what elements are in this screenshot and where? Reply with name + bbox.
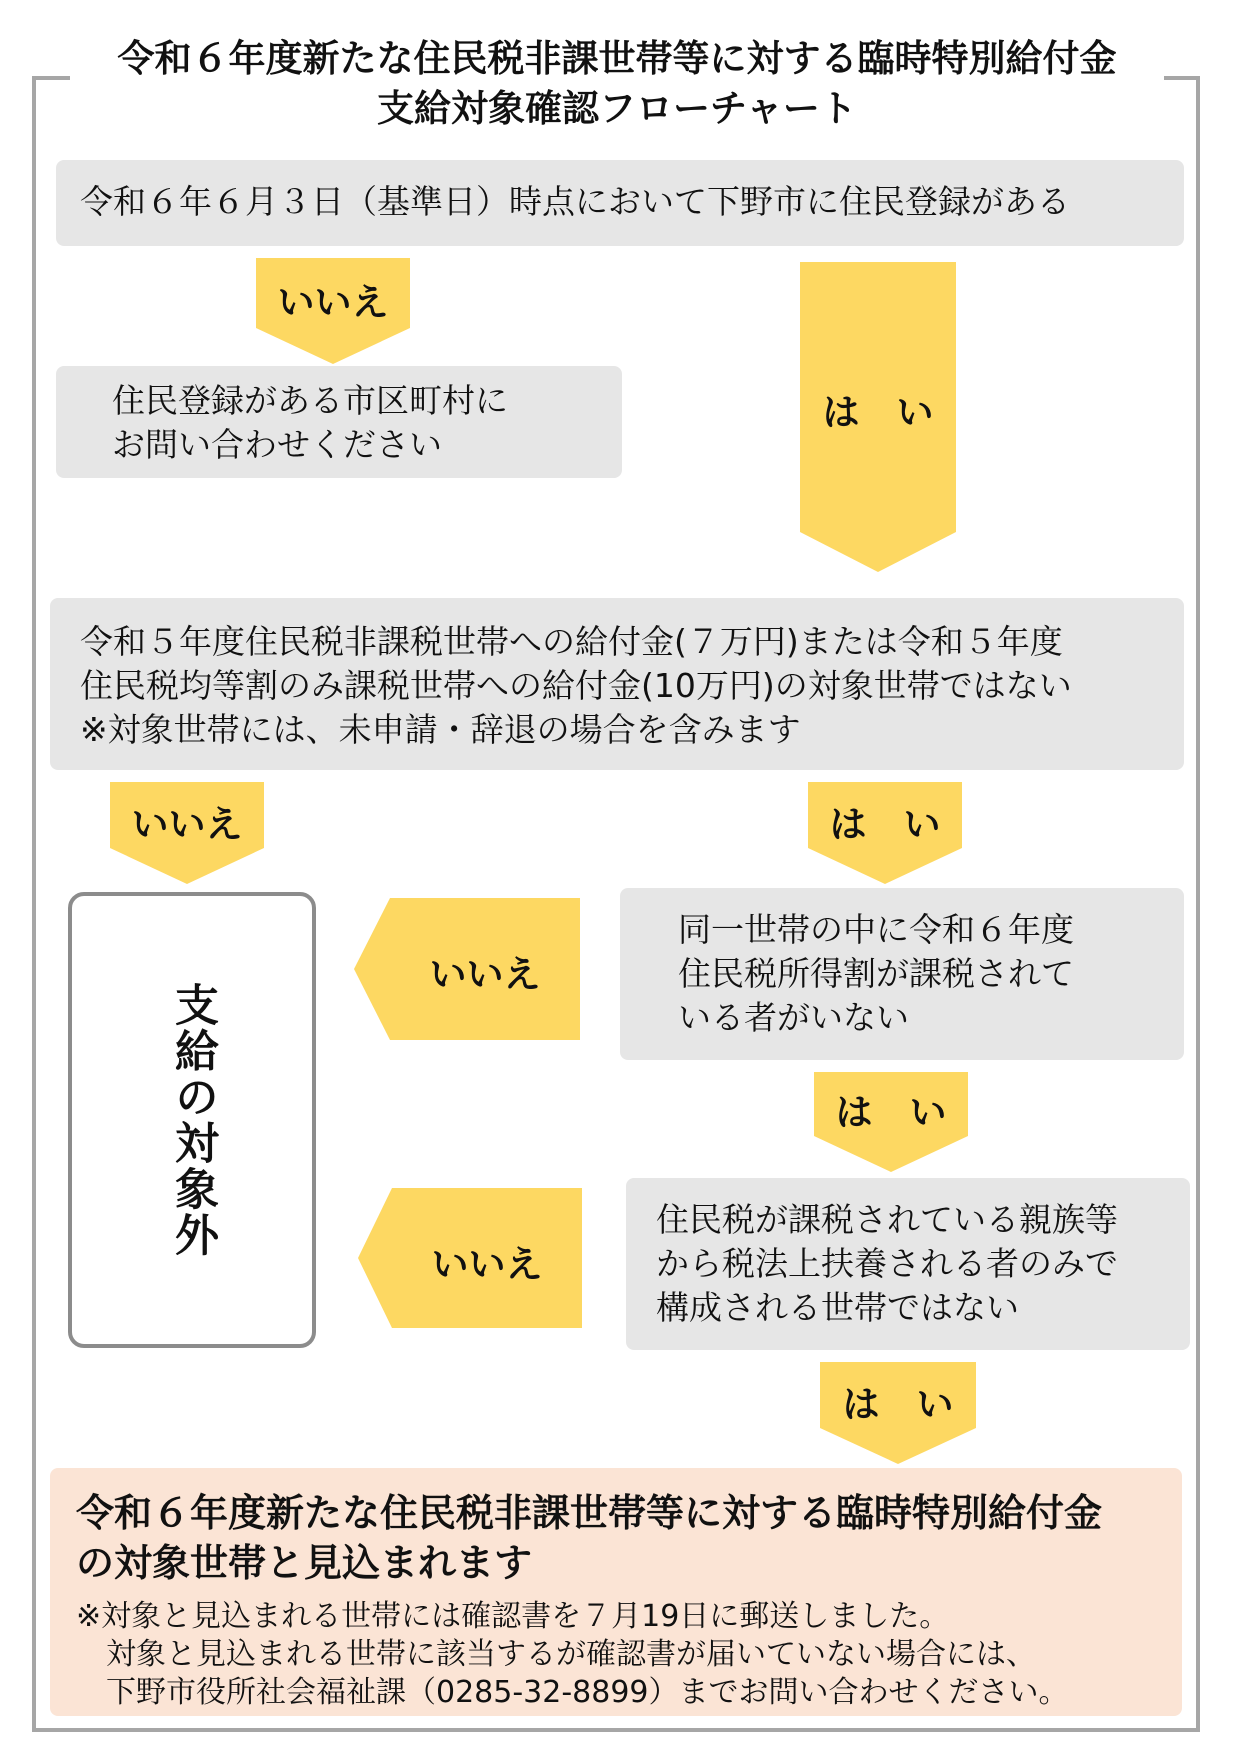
result-note-1: ※対象と見込まれる世帯には確認書を７月19日に郵送しました。: [76, 1599, 950, 1634]
yes-arrow-3: [814, 1072, 968, 1172]
yes-arrow-4: [820, 1362, 976, 1464]
result-note-2: 対象と見込まれる世帯に該当するが確認書が届いていない場合には、: [106, 1637, 1036, 1672]
question-3-line-1: 同一世帯の中に令和６年度: [678, 910, 1074, 949]
contact-line-1: 住民登録がある市区町村に: [112, 381, 508, 420]
no-arrow-2: [110, 782, 264, 884]
eligible-result-box: [50, 1468, 1182, 1716]
question-4-line-2: から税法上扶養される者のみで: [656, 1244, 1118, 1283]
result-title-line-1: 令和６年度新たな住民税非課世帯等に対する臨時特別給付金: [76, 1491, 1103, 1535]
frame-top-left: [32, 76, 70, 80]
flowchart-title: [70, 34, 1164, 134]
not-eligible-text: 支給の対象外: [167, 982, 218, 1258]
result-note-3: 下野市役所社会福祉課（0285-32-8899）までお問い合わせください。: [106, 1675, 1069, 1710]
no-arrow-4-label: いいえ: [431, 1243, 543, 1286]
no-arrow-3: [354, 898, 580, 1040]
frame-top-right: [1164, 76, 1200, 80]
yes-arrow-2: [808, 782, 962, 884]
question-4-box: [626, 1178, 1190, 1350]
contact-municipality-box: [56, 366, 622, 478]
question-1-text: 令和６年６月３日（基準日）時点において下野市に住民登録がある: [80, 182, 1070, 221]
result-title-line-2: の対象世帯と見込まれます: [76, 1541, 533, 1585]
yes-arrow-2-label: は い: [829, 803, 941, 846]
title-line-2: 支給対象確認フローチャート: [377, 87, 857, 130]
question-2-box: [50, 598, 1184, 770]
yes-arrow-1: [800, 262, 956, 572]
no-arrow-3-label: いいえ: [429, 953, 541, 996]
yes-arrow-3-label: は い: [835, 1091, 947, 1134]
question-2-line-3: ※対象世帯には、未申請・辞退の場合を含みます: [80, 710, 801, 749]
title-line-1: 令和６年度新たな住民税非課世帯等に対する臨時特別給付金: [117, 37, 1117, 80]
question-2-line-2: 住民税均等割のみ課税世帯への給付金(10万円)の対象世帯ではない: [80, 666, 1072, 705]
yes-arrow-1-label: は い: [822, 391, 934, 434]
yes-arrow-4-label: は い: [842, 1383, 954, 1426]
question-4-line-1: 住民税が課税されている親族等: [656, 1200, 1118, 1239]
question-3-line-3: いる者がいない: [678, 998, 909, 1037]
not-eligible-box: [68, 892, 316, 1348]
no-arrow-4: [358, 1188, 582, 1328]
no-arrow-2-label: いいえ: [131, 803, 243, 846]
question-1-box: [56, 160, 1184, 246]
question-3-line-2: 住民税所得割が課税されて: [678, 954, 1074, 993]
no-arrow-1-label: いいえ: [277, 281, 389, 324]
question-2-line-1: 令和５年度住民税非課税世帯への給付金(７万円)または令和５年度: [80, 622, 1063, 661]
contact-line-2: お問い合わせください: [112, 425, 442, 464]
question-3-box: [620, 888, 1184, 1060]
no-arrow-1: [256, 258, 410, 364]
question-4-line-3: 構成される世帯ではない: [656, 1288, 1019, 1327]
